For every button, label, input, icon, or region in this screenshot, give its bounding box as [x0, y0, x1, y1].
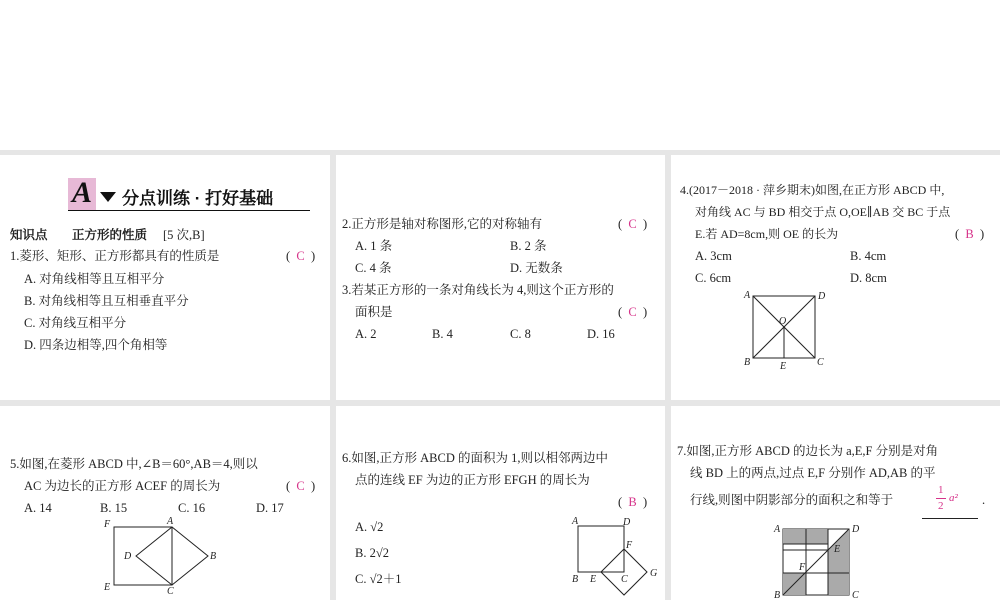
q2-option-d: D. 无数条	[510, 261, 563, 275]
q6-figure	[568, 512, 663, 600]
q3-option-b: B. 4	[432, 327, 453, 341]
q4-figure	[740, 288, 830, 372]
q6-label-c: C	[621, 574, 628, 585]
q1-option-b: B. 对角线相等且互相垂直平分	[24, 294, 189, 308]
q5-label-f: F	[104, 519, 111, 530]
knowledge-meta: [5 次,B]	[163, 228, 205, 242]
q3-answer: C	[628, 305, 637, 319]
section-underline	[68, 210, 310, 211]
q2-option-b: B. 2 条	[510, 239, 547, 253]
q6-label-f: F	[626, 540, 633, 551]
q5-label-a: A	[167, 516, 174, 527]
q3-stem-line2: 面积是	[355, 305, 393, 319]
q7-end-punct: .	[982, 493, 986, 507]
q4-label-d: D	[818, 291, 826, 302]
q2-answer-bracket: ( C )	[618, 217, 648, 231]
column-divider-1	[330, 150, 336, 600]
q2-option-c: C. 4 条	[355, 261, 392, 275]
q1-option-a: A. 对角线相等且互相平分	[24, 272, 165, 286]
knowledge-label: 知识点	[10, 228, 48, 242]
q5-option-c: C. 16	[178, 501, 206, 515]
q3-answer-bracket: ( C )	[618, 305, 648, 319]
q4-stem-line3: E.若 AD=8cm,则 OE 的长为	[695, 227, 839, 241]
q6-label-b: B	[572, 574, 579, 585]
triangle-icon	[100, 192, 116, 202]
q4-option-a: A. 3cm	[695, 249, 732, 263]
q7-stem-line1: 7.如图,正方形 ABCD 的边长为 a,E,F 分别是对角	[677, 444, 939, 458]
q1-answer: C	[296, 249, 305, 263]
q7-answer	[922, 484, 978, 519]
q5-answer: C	[296, 479, 305, 493]
q4-label-b: B	[744, 357, 751, 368]
q5-label-e: E	[104, 582, 111, 593]
q7-stem-line2: 线 BD 上的两点,过点 E,F 分别作 AD,AB 的平	[690, 466, 936, 480]
middle-divider	[0, 400, 1000, 406]
q7-answer-variable: a²	[949, 492, 958, 504]
q7-stem-line3: 行线,则图中阴影部分的面积之和等于	[690, 493, 894, 507]
q6-option-b: B. 2√2	[355, 546, 389, 560]
q7-answer-denominator: 2	[938, 500, 944, 512]
q3-stem-line1: 3.若某正方形的一条对角线长为 4,则这个正方形的	[342, 283, 614, 297]
q5-option-a: A. 14	[24, 501, 52, 515]
q7-fraction-bar	[936, 498, 946, 499]
q4-stem-line1: 4.(2017－2018 · 萍乡期末)如图,在正方形 ABCD 中,	[680, 183, 945, 197]
q7-label-c: C	[852, 590, 859, 600]
q6-label-d: D	[623, 517, 631, 528]
q4-answer-bracket: ( B )	[955, 227, 985, 241]
q2-option-a: A. 1 条	[355, 239, 393, 253]
q4-label-a: A	[744, 290, 751, 301]
q7-figure	[770, 522, 865, 600]
column-divider-2	[665, 150, 671, 600]
q5-stem-line2: AC 为边长的正方形 ACEF 的周长为	[24, 479, 221, 493]
q6-stem-line2: 点的连线 EF 为边的正方形 EFGH 的周长为	[355, 473, 590, 487]
q4-stem-line2: 对角线 AC 与 BD 相交于点 O,OE∥AB 交 BC 于点	[695, 205, 951, 219]
q7-label-b: B	[774, 590, 781, 600]
q5-option-d: D. 17	[256, 501, 284, 515]
q1-option-d: D. 四条边相等,四个角相等	[24, 338, 168, 352]
q5-label-b: B	[210, 551, 217, 562]
q3-option-c: C. 8	[510, 327, 531, 341]
q1-answer-bracket: ( C )	[286, 249, 316, 263]
q1-option-c: C. 对角线互相平分	[24, 316, 127, 330]
q5-label-c: C	[167, 586, 174, 597]
q6-option-c: C. √2＋1	[355, 572, 402, 586]
q6-option-a: A. √2	[355, 520, 384, 534]
q2-answer: C	[628, 217, 637, 231]
q7-label-f: F	[799, 562, 806, 573]
q6-label-g: G	[650, 568, 658, 579]
q4-option-b: B. 4cm	[850, 249, 887, 263]
q4-option-d: D. 8cm	[850, 271, 887, 285]
q6-label-a: A	[572, 516, 579, 527]
q7-label-a: A	[774, 524, 781, 535]
q5-stem-line1: 5.如图,在菱形 ABCD 中,∠B＝60°,AB＝4,则以	[10, 457, 258, 471]
q6-label-e: E	[590, 574, 597, 585]
q5-answer-bracket: ( C )	[286, 479, 316, 493]
q3-option-d: D. 16	[587, 327, 615, 341]
q2-stem: 2.正方形是轴对称图形,它的对称轴有	[342, 217, 543, 231]
q6-answer: B	[628, 495, 637, 509]
q7-answer-numerator: 1	[938, 484, 944, 496]
section-title: 分点训练 · 打好基础	[122, 189, 274, 208]
knowledge-topic: 正方形的性质	[72, 228, 148, 242]
q6-stem-line1: 6.如图,正方形 ABCD 的面积为 1,则以相邻两边中	[342, 451, 608, 465]
q3-option-a: A. 2	[355, 327, 377, 341]
q4-label-c: C	[817, 357, 824, 368]
top-divider	[0, 150, 1000, 155]
q1-stem: 1.菱形、矩形、正方形都具有的性质是	[10, 249, 220, 263]
q5-figure	[100, 515, 230, 597]
q7-label-d: D	[852, 524, 860, 535]
q4-answer: B	[965, 227, 974, 241]
q4-label-o: O	[779, 316, 787, 327]
q5-option-b: B. 15	[100, 501, 128, 515]
q4-option-c: C. 6cm	[695, 271, 732, 285]
q6-answer-bracket: ( B )	[618, 495, 648, 509]
section-letter: A	[72, 176, 93, 209]
q5-label-d: D	[124, 551, 132, 562]
q7-label-e: E	[834, 544, 841, 555]
q4-label-e: E	[780, 361, 787, 372]
